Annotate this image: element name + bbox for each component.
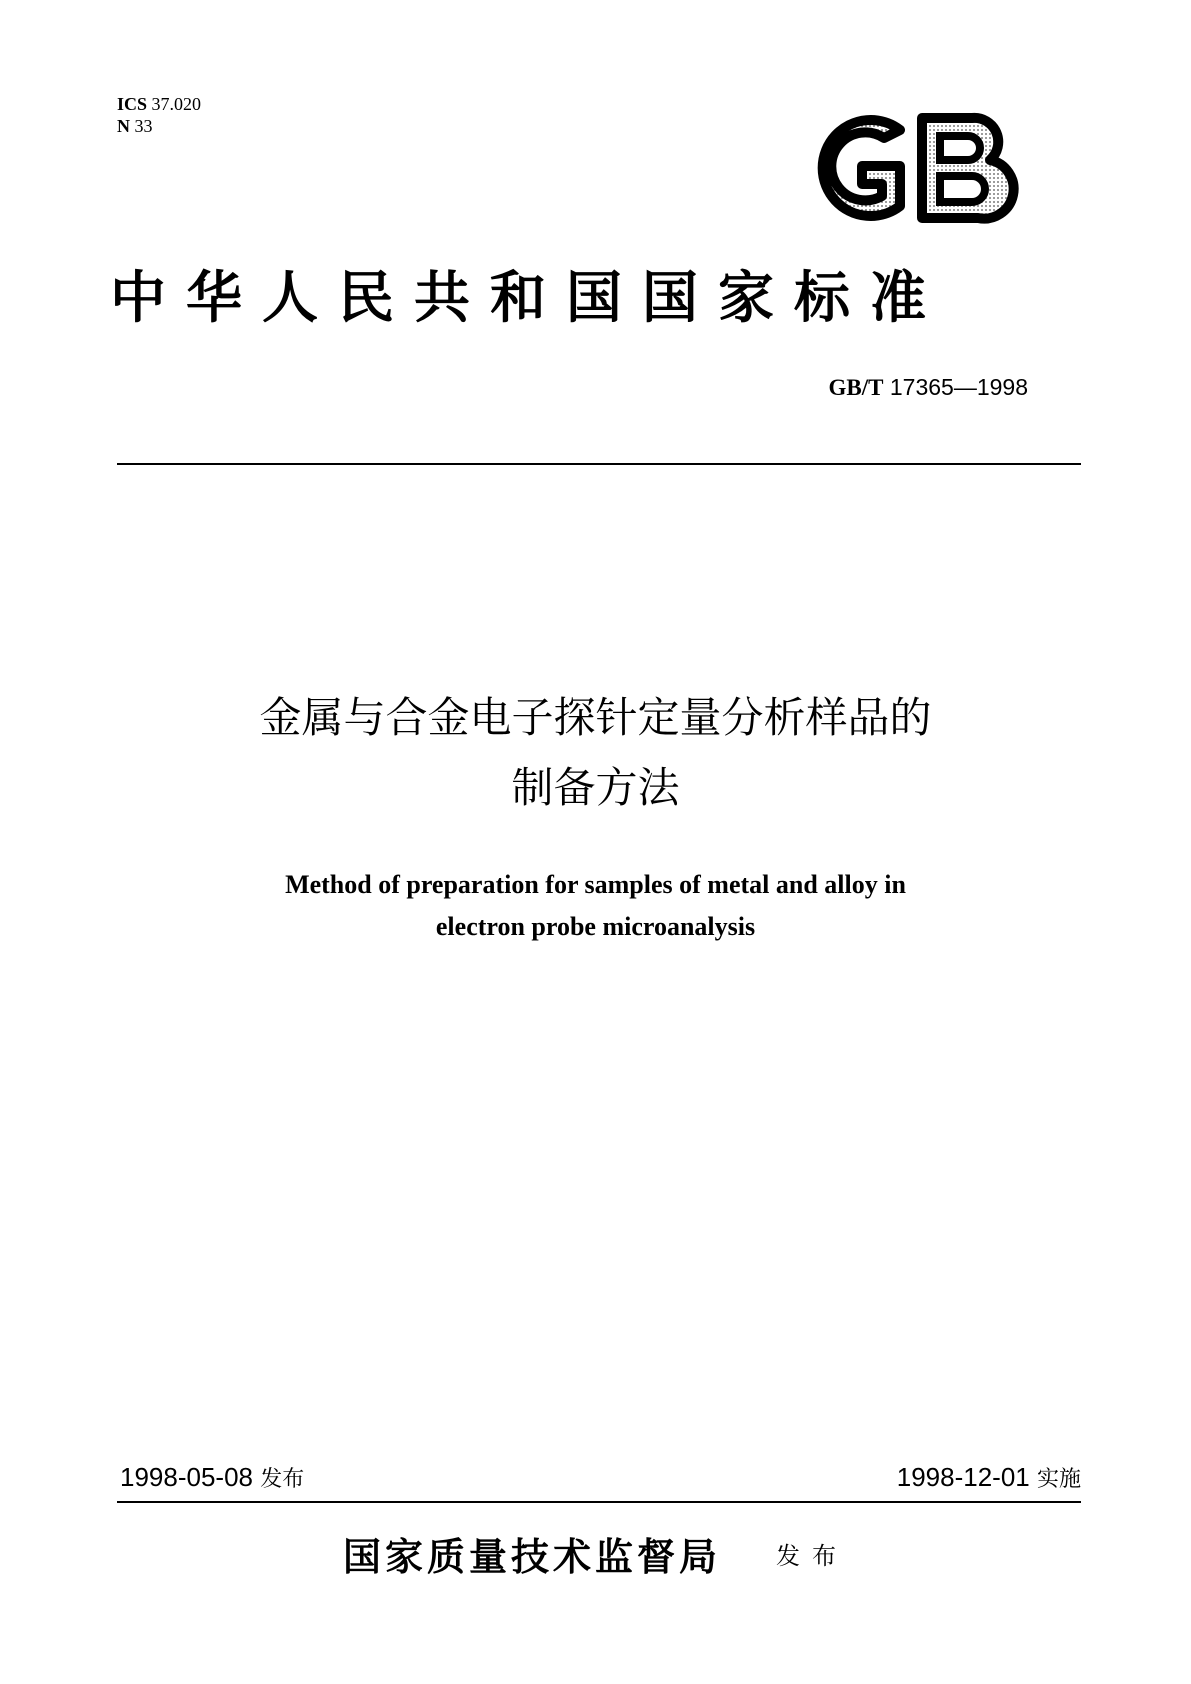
ics-code: 37.020 xyxy=(151,94,202,114)
ics-label: ICS xyxy=(117,94,148,114)
standard-prefix: GB/T xyxy=(828,375,884,400)
issue-date: 1998-05-08 xyxy=(120,1462,253,1492)
standard-code: 17365—1998 xyxy=(889,374,1028,400)
ccs-line xyxy=(117,115,201,137)
gb-logo xyxy=(800,108,1020,228)
issuer-action: 发布 xyxy=(776,1542,849,1570)
issuer-line xyxy=(0,1526,1191,1581)
issue-label: 发布 xyxy=(260,1467,305,1492)
standard-number xyxy=(829,374,1028,401)
issue-date-block xyxy=(120,1462,304,1493)
footer-divider xyxy=(117,1501,1081,1503)
issuer-organization: 国家质量技术监督局 xyxy=(342,1534,721,1579)
title-english-line1: Method of preparation for samples of metal and alloy in xyxy=(285,870,906,899)
implement-date-block xyxy=(897,1462,1081,1493)
classification-codes xyxy=(117,93,201,137)
national-standard-title: 中华人民共和国国家标准 xyxy=(110,265,946,331)
implement-date: 1998-12-01 xyxy=(896,1462,1030,1492)
ccs-code: 33 xyxy=(134,116,153,136)
title-chinese-line2: 制备方法 xyxy=(511,763,680,812)
title-chinese-line1: 金属与合金电子探针定量分析样品的 xyxy=(259,693,932,742)
implement-label: 实施 xyxy=(1036,1467,1081,1492)
ics-line xyxy=(117,93,201,115)
title-english-line2: electron probe microanalysis xyxy=(435,912,756,941)
header-divider xyxy=(117,463,1081,465)
ccs-label: N xyxy=(117,116,130,136)
